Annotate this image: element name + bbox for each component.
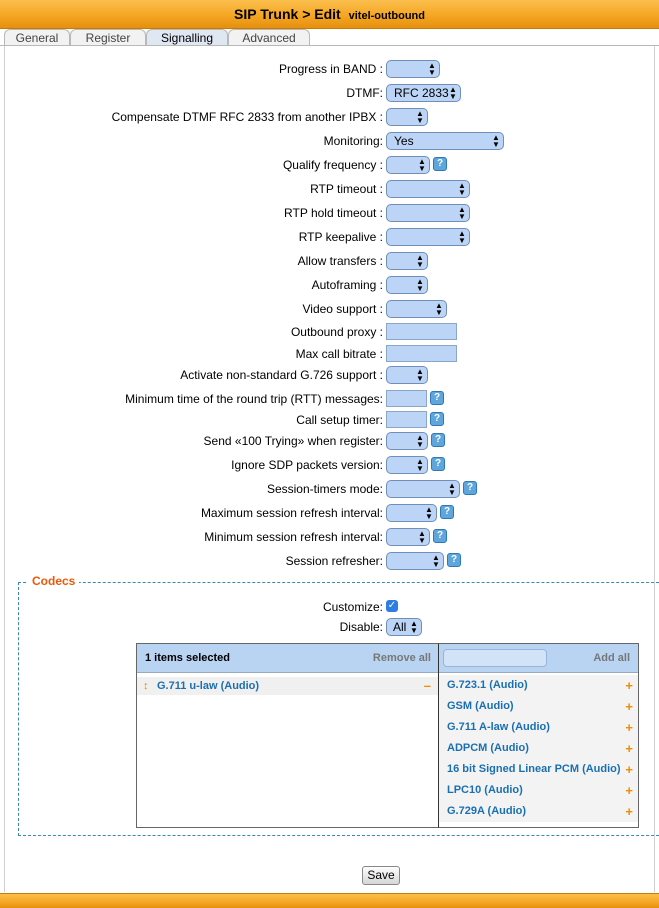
updown-arrows-icon: ▲ ▼ bbox=[410, 619, 418, 635]
disable-select[interactable] bbox=[386, 618, 422, 636]
rtp-keepalive-row bbox=[0, 227, 659, 247]
help-icon[interactable]: ? bbox=[463, 481, 477, 495]
qualify-frequency-select[interactable] bbox=[386, 156, 430, 174]
trunk-name: vitel-outbound bbox=[348, 10, 425, 22]
compensate-dtmf-select[interactable] bbox=[386, 108, 428, 126]
rtp-hold-timeout-label: RTP hold timeout : bbox=[284, 206, 383, 220]
updown-arrows-icon: ▲ ▼ bbox=[416, 367, 424, 383]
disable-value: All bbox=[393, 620, 407, 634]
outbound-proxy-row bbox=[0, 322, 659, 342]
add-codec-icon[interactable]: + bbox=[625, 720, 633, 735]
dtmf-value: RFC 2833 bbox=[394, 86, 449, 100]
max-session-refresh-row bbox=[0, 503, 659, 523]
available-codec-name: G.729A (Audio) bbox=[447, 805, 527, 817]
help-icon[interactable]: ? bbox=[430, 391, 444, 405]
add-all-link[interactable]: Add all bbox=[593, 652, 630, 664]
updown-arrows-icon: ▲ ▼ bbox=[416, 277, 424, 293]
rtp-timeout-select[interactable] bbox=[386, 180, 470, 198]
min-rtt-label: Minimum time of the round trip (RTT) messages: bbox=[125, 392, 383, 406]
available-codec-item[interactable] bbox=[439, 738, 638, 759]
min-session-refresh-select[interactable] bbox=[386, 528, 430, 546]
session-refresher-row bbox=[0, 551, 659, 571]
monitoring-select[interactable] bbox=[386, 132, 504, 150]
max-call-bitrate-row bbox=[0, 344, 659, 364]
max-session-refresh-label: Maximum session refresh interval: bbox=[200, 506, 383, 520]
remove-codec-icon[interactable]: – bbox=[423, 678, 431, 693]
session-timers-mode-select[interactable] bbox=[386, 480, 460, 498]
codec-search-input[interactable] bbox=[443, 649, 547, 667]
qualify-frequency-row bbox=[0, 155, 659, 175]
updown-arrows-icon: ▲ ▼ bbox=[416, 253, 424, 269]
updown-arrows-icon: ▲ ▼ bbox=[416, 109, 424, 125]
updown-arrows-icon: ▲ ▼ bbox=[492, 133, 500, 149]
video-support-row bbox=[0, 299, 659, 319]
help-icon[interactable]: ? bbox=[431, 457, 445, 471]
monitoring-row bbox=[0, 131, 659, 151]
save-button[interactable]: Save bbox=[362, 866, 400, 885]
progress-in-band-row bbox=[0, 59, 659, 79]
selected-codec-item[interactable] bbox=[137, 677, 439, 695]
updown-arrows-icon: ▲ ▼ bbox=[449, 85, 457, 101]
session-refresher-label: Session refresher: bbox=[285, 554, 383, 568]
rtp-hold-timeout-row bbox=[0, 203, 659, 223]
updown-arrows-icon: ▲ ▼ bbox=[428, 61, 436, 77]
progress-in-band-select[interactable] bbox=[386, 60, 440, 78]
add-codec-icon[interactable]: + bbox=[625, 783, 633, 798]
page-title: SIP Trunk > Edit bbox=[234, 6, 341, 22]
video-support-select[interactable] bbox=[386, 300, 447, 318]
updown-arrows-icon: ▲ ▼ bbox=[425, 505, 433, 521]
monitoring-label: Monitoring: bbox=[323, 134, 383, 148]
dtmf-select[interactable] bbox=[386, 84, 461, 102]
drag-handle-icon[interactable]: ↕ bbox=[143, 680, 149, 692]
add-codec-icon[interactable]: + bbox=[625, 804, 633, 819]
g726-support-label: Activate non-standard G.726 support : bbox=[180, 368, 383, 382]
min-session-refresh-label: Minimum session refresh interval: bbox=[204, 530, 383, 544]
compensate-dtmf-label: Compensate DTMF RFC 2833 from another IPBX : bbox=[111, 110, 383, 124]
tab-divider bbox=[0, 45, 659, 46]
call-setup-timer-label: Call setup timer: bbox=[296, 413, 383, 427]
ignore-sdp-select[interactable] bbox=[386, 456, 428, 474]
help-icon[interactable]: ? bbox=[430, 412, 444, 426]
autoframing-row bbox=[0, 275, 659, 295]
available-codec-item[interactable] bbox=[439, 759, 638, 780]
max-session-refresh-select[interactable] bbox=[386, 504, 437, 522]
help-icon[interactable]: ? bbox=[440, 505, 454, 519]
page-footer bbox=[0, 893, 659, 908]
tab-advanced[interactable]: Advanced bbox=[228, 29, 310, 46]
help-icon[interactable]: ? bbox=[433, 157, 447, 171]
available-codec-name: GSM (Audio) bbox=[447, 700, 514, 712]
max-call-bitrate-input[interactable] bbox=[386, 345, 457, 362]
rtp-timeout-label: RTP timeout : bbox=[310, 182, 383, 196]
outbound-proxy-input[interactable] bbox=[386, 323, 457, 340]
send-100-trying-row bbox=[0, 431, 659, 451]
g726-support-select[interactable] bbox=[386, 366, 428, 384]
call-setup-timer-row bbox=[0, 410, 659, 430]
rtp-timeout-row bbox=[0, 179, 659, 199]
tab-general[interactable]: General bbox=[4, 29, 70, 46]
compensate-dtmf-row bbox=[0, 107, 659, 127]
outbound-proxy-label: Outbound proxy : bbox=[290, 325, 383, 339]
updown-arrows-icon: ▲ ▼ bbox=[416, 457, 424, 473]
updown-arrows-icon: ▲ ▼ bbox=[418, 529, 426, 545]
rtp-hold-timeout-select[interactable] bbox=[386, 204, 470, 222]
help-icon[interactable]: ? bbox=[431, 433, 445, 447]
g726-support-row bbox=[0, 365, 659, 385]
available-codec-name: 16 bit Signed Linear PCM (Audio) bbox=[447, 763, 621, 775]
selected-codecs-header bbox=[137, 644, 439, 673]
autoframing-select[interactable] bbox=[386, 276, 428, 294]
add-codec-icon[interactable]: + bbox=[625, 678, 633, 693]
allow-transfers-label: Allow transfers : bbox=[297, 254, 383, 268]
updown-arrows-icon: ▲ ▼ bbox=[432, 553, 440, 569]
allow-transfers-row bbox=[0, 251, 659, 271]
rtp-keepalive-select[interactable] bbox=[386, 228, 470, 246]
tab-signalling[interactable]: Signalling bbox=[146, 29, 228, 46]
session-timers-mode-label: Session-timers mode: bbox=[266, 482, 383, 496]
available-codec-name: G.723.1 (Audio) bbox=[447, 679, 528, 691]
selected-count: 1 items selected bbox=[145, 652, 230, 664]
min-rtt-row bbox=[0, 389, 659, 409]
min-session-refresh-row bbox=[0, 527, 659, 547]
updown-arrows-icon: ▲ ▼ bbox=[416, 433, 424, 449]
help-icon[interactable]: ? bbox=[433, 529, 447, 543]
available-codec-name: ADPCM (Audio) bbox=[447, 742, 529, 754]
remove-all-link[interactable]: Remove all bbox=[372, 652, 431, 664]
available-codec-item[interactable] bbox=[439, 780, 638, 801]
updown-arrows-icon: ▲ ▼ bbox=[458, 229, 466, 245]
add-codec-icon[interactable]: + bbox=[625, 699, 633, 714]
updown-arrows-icon: ▲ ▼ bbox=[418, 157, 426, 173]
ignore-sdp-row bbox=[0, 455, 659, 475]
available-codec-item[interactable] bbox=[439, 696, 638, 717]
max-call-bitrate-label: Max call bitrate : bbox=[295, 347, 383, 361]
page-header bbox=[0, 0, 659, 29]
customize-checkbox[interactable] bbox=[386, 600, 398, 612]
dtmf-row bbox=[0, 83, 659, 103]
available-codec-item[interactable] bbox=[439, 801, 638, 822]
ignore-sdp-label: Ignore SDP packets version: bbox=[231, 458, 383, 472]
video-support-label: Video support : bbox=[302, 302, 383, 316]
session-refresher-select[interactable] bbox=[386, 552, 444, 570]
updown-arrows-icon: ▲ ▼ bbox=[458, 205, 466, 221]
qualify-frequency-label: Qualify frequency : bbox=[282, 158, 383, 172]
available-codec-item[interactable] bbox=[439, 675, 638, 696]
monitoring-value: Yes bbox=[394, 134, 414, 148]
call-setup-timer-input[interactable] bbox=[386, 411, 427, 428]
allow-transfers-select[interactable] bbox=[386, 252, 428, 270]
tab-register[interactable]: Register bbox=[70, 29, 146, 46]
min-rtt-input[interactable] bbox=[386, 390, 427, 407]
disable-label: Disable: bbox=[339, 620, 383, 634]
checkmark-icon: ✓ bbox=[387, 600, 397, 611]
available-codec-name: LPC10 (Audio) bbox=[447, 784, 523, 796]
add-codec-icon[interactable]: + bbox=[625, 762, 633, 777]
autoframing-label: Autoframing : bbox=[311, 278, 383, 292]
disable-row bbox=[0, 617, 659, 637]
help-icon[interactable]: ? bbox=[447, 553, 461, 567]
add-codec-icon[interactable]: + bbox=[625, 741, 633, 756]
progress-in-band-label: Progress in BAND : bbox=[278, 62, 383, 76]
updown-arrows-icon: ▲ ▼ bbox=[448, 481, 456, 497]
session-timers-mode-row bbox=[0, 479, 659, 499]
selected-codec-name: G.711 u-law (Audio) bbox=[157, 680, 260, 692]
dtmf-label: DTMF: bbox=[346, 86, 383, 100]
customize-row bbox=[0, 597, 659, 617]
selected-codecs-panel bbox=[136, 643, 440, 828]
available-codec-name: G.711 A-law (Audio) bbox=[447, 721, 550, 733]
updown-arrows-icon: ▲ ▼ bbox=[435, 301, 443, 317]
send-100-trying-label: Send «100 Trying» when register: bbox=[203, 434, 383, 448]
available-codec-item[interactable] bbox=[439, 717, 638, 738]
customize-label: Customize: bbox=[322, 600, 383, 614]
codecs-legend: Codecs bbox=[28, 574, 79, 588]
updown-arrows-icon: ▲ ▼ bbox=[458, 181, 466, 197]
rtp-keepalive-label: RTP keepalive : bbox=[298, 230, 383, 244]
available-codecs-panel bbox=[438, 643, 639, 828]
tab-bar bbox=[4, 29, 659, 46]
available-codecs-header bbox=[439, 644, 638, 673]
send-100-trying-select[interactable] bbox=[386, 432, 428, 450]
